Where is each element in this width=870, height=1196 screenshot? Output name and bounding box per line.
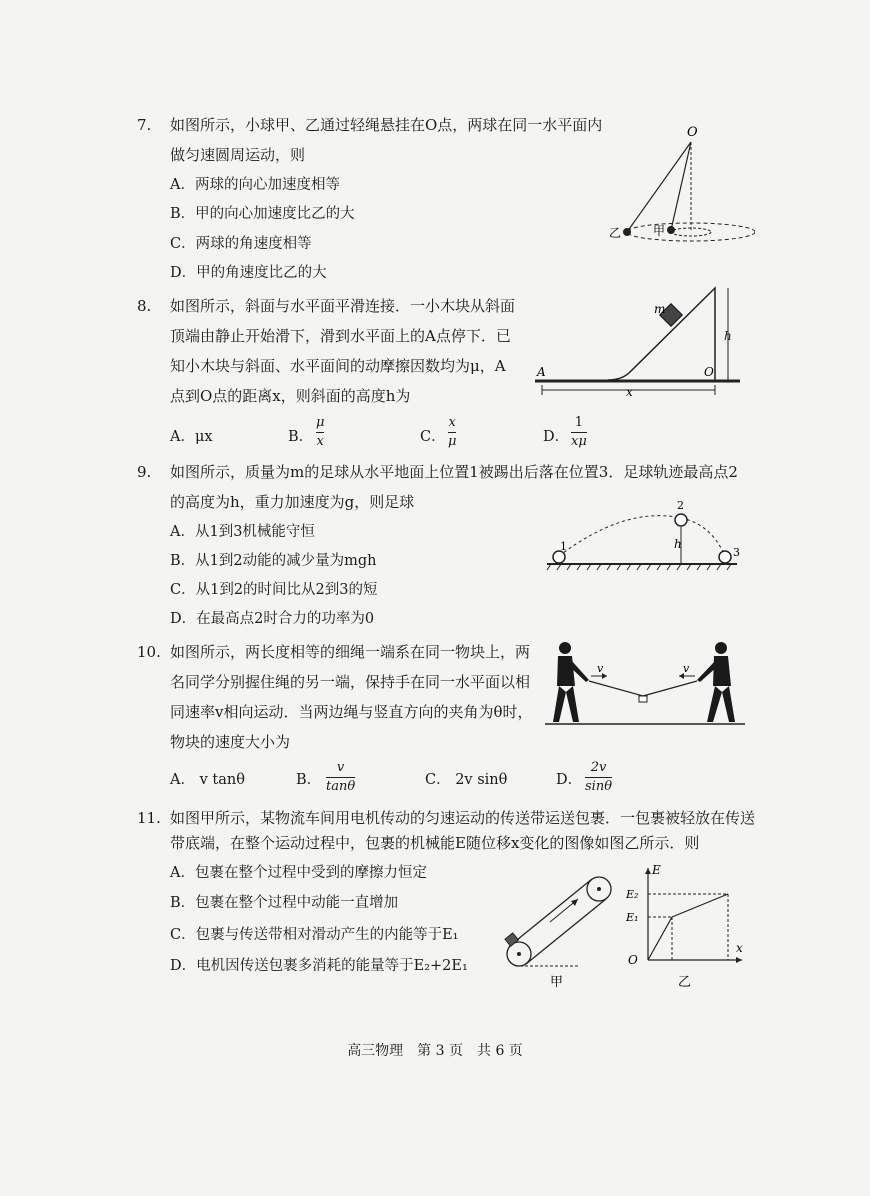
page-footer: 高三物理 第 3 页 共 6 页 [347, 1043, 523, 1059]
q10-number: 10. [137, 643, 161, 661]
q11-option-d: D．电机因传送包裹多消耗的能量等于E₂+2E₁ [170, 958, 468, 974]
q8-fig-label-m: m [654, 302, 666, 316]
q9-number: 9. [137, 463, 152, 481]
q9-trajectory [559, 516, 725, 556]
q11-stem-line1: 如图甲所示，某物流车间用电机传动的匀速运动的传送带运送包裹．一包裹被轻放在传送 [170, 809, 756, 827]
q10-stem-line4: 物块的速度大小为 [170, 733, 291, 751]
q8-option-d-letter: D． [543, 429, 570, 445]
q7-option-a: A．两球的向心加速度相等 [170, 177, 340, 193]
q10-rope-right [643, 681, 697, 696]
q9-fig-label-2: 2 [677, 499, 684, 512]
q7-ball-yi [623, 228, 631, 236]
q10-person-right [697, 642, 735, 722]
q10-person-left [553, 642, 589, 722]
q11-belt-upper [512, 879, 592, 944]
q10-option-b-fraction [326, 760, 355, 795]
q9-fig-label-h: h [674, 537, 682, 551]
q10-option-b-numerator: v [336, 760, 345, 775]
q8-fig-label-h: h [724, 329, 732, 343]
q8-stem-line3: 知小木块与斜面、水平面间的动摩擦因数均为μ，A [170, 357, 506, 375]
q9-fig-label-1: 1 [560, 540, 567, 553]
q8-option-c-fraction [448, 415, 456, 450]
q11-fig-label-e2: E₂ [626, 888, 639, 901]
q11-fig-label-yi: 乙 [678, 975, 692, 990]
q10-fig-label-v-right: v [683, 662, 690, 675]
q7-stem-line2: 做匀速圆周运动，则 [170, 146, 306, 164]
q7-stem-line1: 如图所示，小球甲、乙通过轻绳悬挂在O点，两球在同一水平面内 [170, 116, 603, 134]
q7-string-yi [627, 142, 691, 232]
q8-stem-line4: 点到O点的距离x，则斜面的高度h为 [170, 387, 411, 405]
q10-stem-line3: 同速率v相向运动．当两边绳与竖直方向的夹角为θ时， [170, 703, 533, 721]
q8-stem-line2: 顶端由静止开始滑下，滑到水平面上的A点停下．已 [170, 327, 511, 345]
q9-stem-line1: 如图所示，质量为m的足球从水平地面上位置1被踢出后落在位置3．足球轨迹最高点2 [170, 463, 738, 481]
q11-option-c: C．包裹与传送带相对滑动产生的内能等于E₁ [170, 927, 459, 943]
q10-option-a: A． v tanθ [170, 772, 245, 788]
q8-number: 8. [137, 297, 152, 315]
q8-option-d-fraction [571, 415, 587, 450]
q7-option-b: B．甲的向心加速度比乙的大 [170, 206, 355, 222]
q8-option-d-denominator: xμ [571, 434, 587, 449]
q11-number: 11. [137, 809, 161, 827]
q11-figure-jia [500, 862, 620, 992]
q7-figure [605, 118, 755, 248]
q8-option-c-denominator: μ [448, 434, 457, 449]
q9-figure [545, 498, 740, 578]
q9-fig-label-3: 3 [733, 546, 740, 559]
q8-option-b-fraction [316, 415, 324, 450]
q8-option-c-numerator: x [448, 415, 456, 430]
q7-fig-label-jia: 甲 [653, 224, 666, 238]
q9-ball-2 [675, 514, 687, 526]
q7-fig-label-yi: 乙 [609, 226, 622, 240]
q11-stem-line2: 带底端，在整个运动过程中，包裹的机械能E随位移x变化的图像如图乙所示．则 [170, 834, 700, 852]
q7-option-d: D．甲的角速度比乙的大 [170, 265, 327, 281]
q10-fig-label-v-left: v [597, 662, 604, 675]
q8-fig-label-x: x [626, 385, 633, 399]
q11-fig-label-e: E [652, 863, 661, 877]
q8-option-a: A．μx [170, 429, 213, 445]
q11-energy-line-1 [648, 917, 672, 960]
q9-option-a: A．从1到3机械能守恒 [170, 524, 315, 540]
q11-fig-label-o: O [628, 953, 638, 967]
q7-fig-label-o: O [687, 125, 698, 140]
q8-fig-label-a: A [537, 365, 546, 379]
q7-number: 7. [137, 116, 152, 134]
q8-option-b-denominator: x [316, 434, 324, 449]
q10-option-b-letter: B． [296, 772, 322, 788]
q10-option-d-letter: D． [556, 772, 583, 788]
q11-fig-label-x: x [736, 941, 743, 955]
q11-fig-label-jia: 甲 [550, 975, 564, 990]
q7-option-c: C．两球的角速度相等 [170, 236, 312, 252]
q10-block [639, 696, 647, 702]
q11-option-a: A．包裹在整个过程中受到的摩擦力恒定 [170, 865, 427, 881]
q11-package [505, 933, 518, 946]
q10-figure [545, 636, 745, 728]
q8-figure [530, 280, 745, 400]
q10-option-d-denominator: sinθ [585, 779, 613, 794]
q10-rope-left [589, 681, 643, 696]
q8-option-d-numerator: 1 [574, 415, 584, 430]
q10-option-d-numerator: 2v [590, 760, 607, 775]
q11-fig-label-e1: E₁ [626, 911, 639, 924]
q10-option-d-fraction [585, 760, 612, 795]
q9-ball-3 [719, 551, 731, 563]
q11-energy-line-2 [672, 894, 728, 917]
q9-option-c: C．从1到2的时间比从2到3的短 [170, 582, 378, 598]
q8-option-b-numerator: μ [316, 415, 325, 430]
q7-ball-jia [667, 226, 675, 234]
q8-fig-label-o: O [704, 365, 714, 379]
q9-option-b: B．从1到2动能的减少量为mgh [170, 553, 377, 569]
q9-option-d: D．在最高点2时合力的功率为0 [170, 611, 375, 627]
q11-option-b: B．包裹在整个过程中动能一直增加 [170, 895, 399, 911]
q11-figure-yi [620, 860, 750, 995]
q10-option-c: C． 2v sinθ [425, 772, 508, 788]
q10-stem-line2: 名同学分别握住绳的另一端，保持手在同一水平面以相 [170, 673, 531, 691]
q10-stem-line1: 如图所示，两长度相等的细绳一端系在同一物块上，两 [170, 643, 531, 661]
q8-option-c-letter: C． [420, 429, 446, 445]
q10-option-b-denominator: tanθ [326, 779, 356, 794]
q9-stem-line2: 的高度为h，重力加速度为g，则足球 [170, 493, 415, 511]
q8-stem-line1: 如图所示，斜面与水平面平滑连接．一小木块从斜面 [170, 297, 516, 315]
q8-option-b-letter: B． [288, 429, 314, 445]
